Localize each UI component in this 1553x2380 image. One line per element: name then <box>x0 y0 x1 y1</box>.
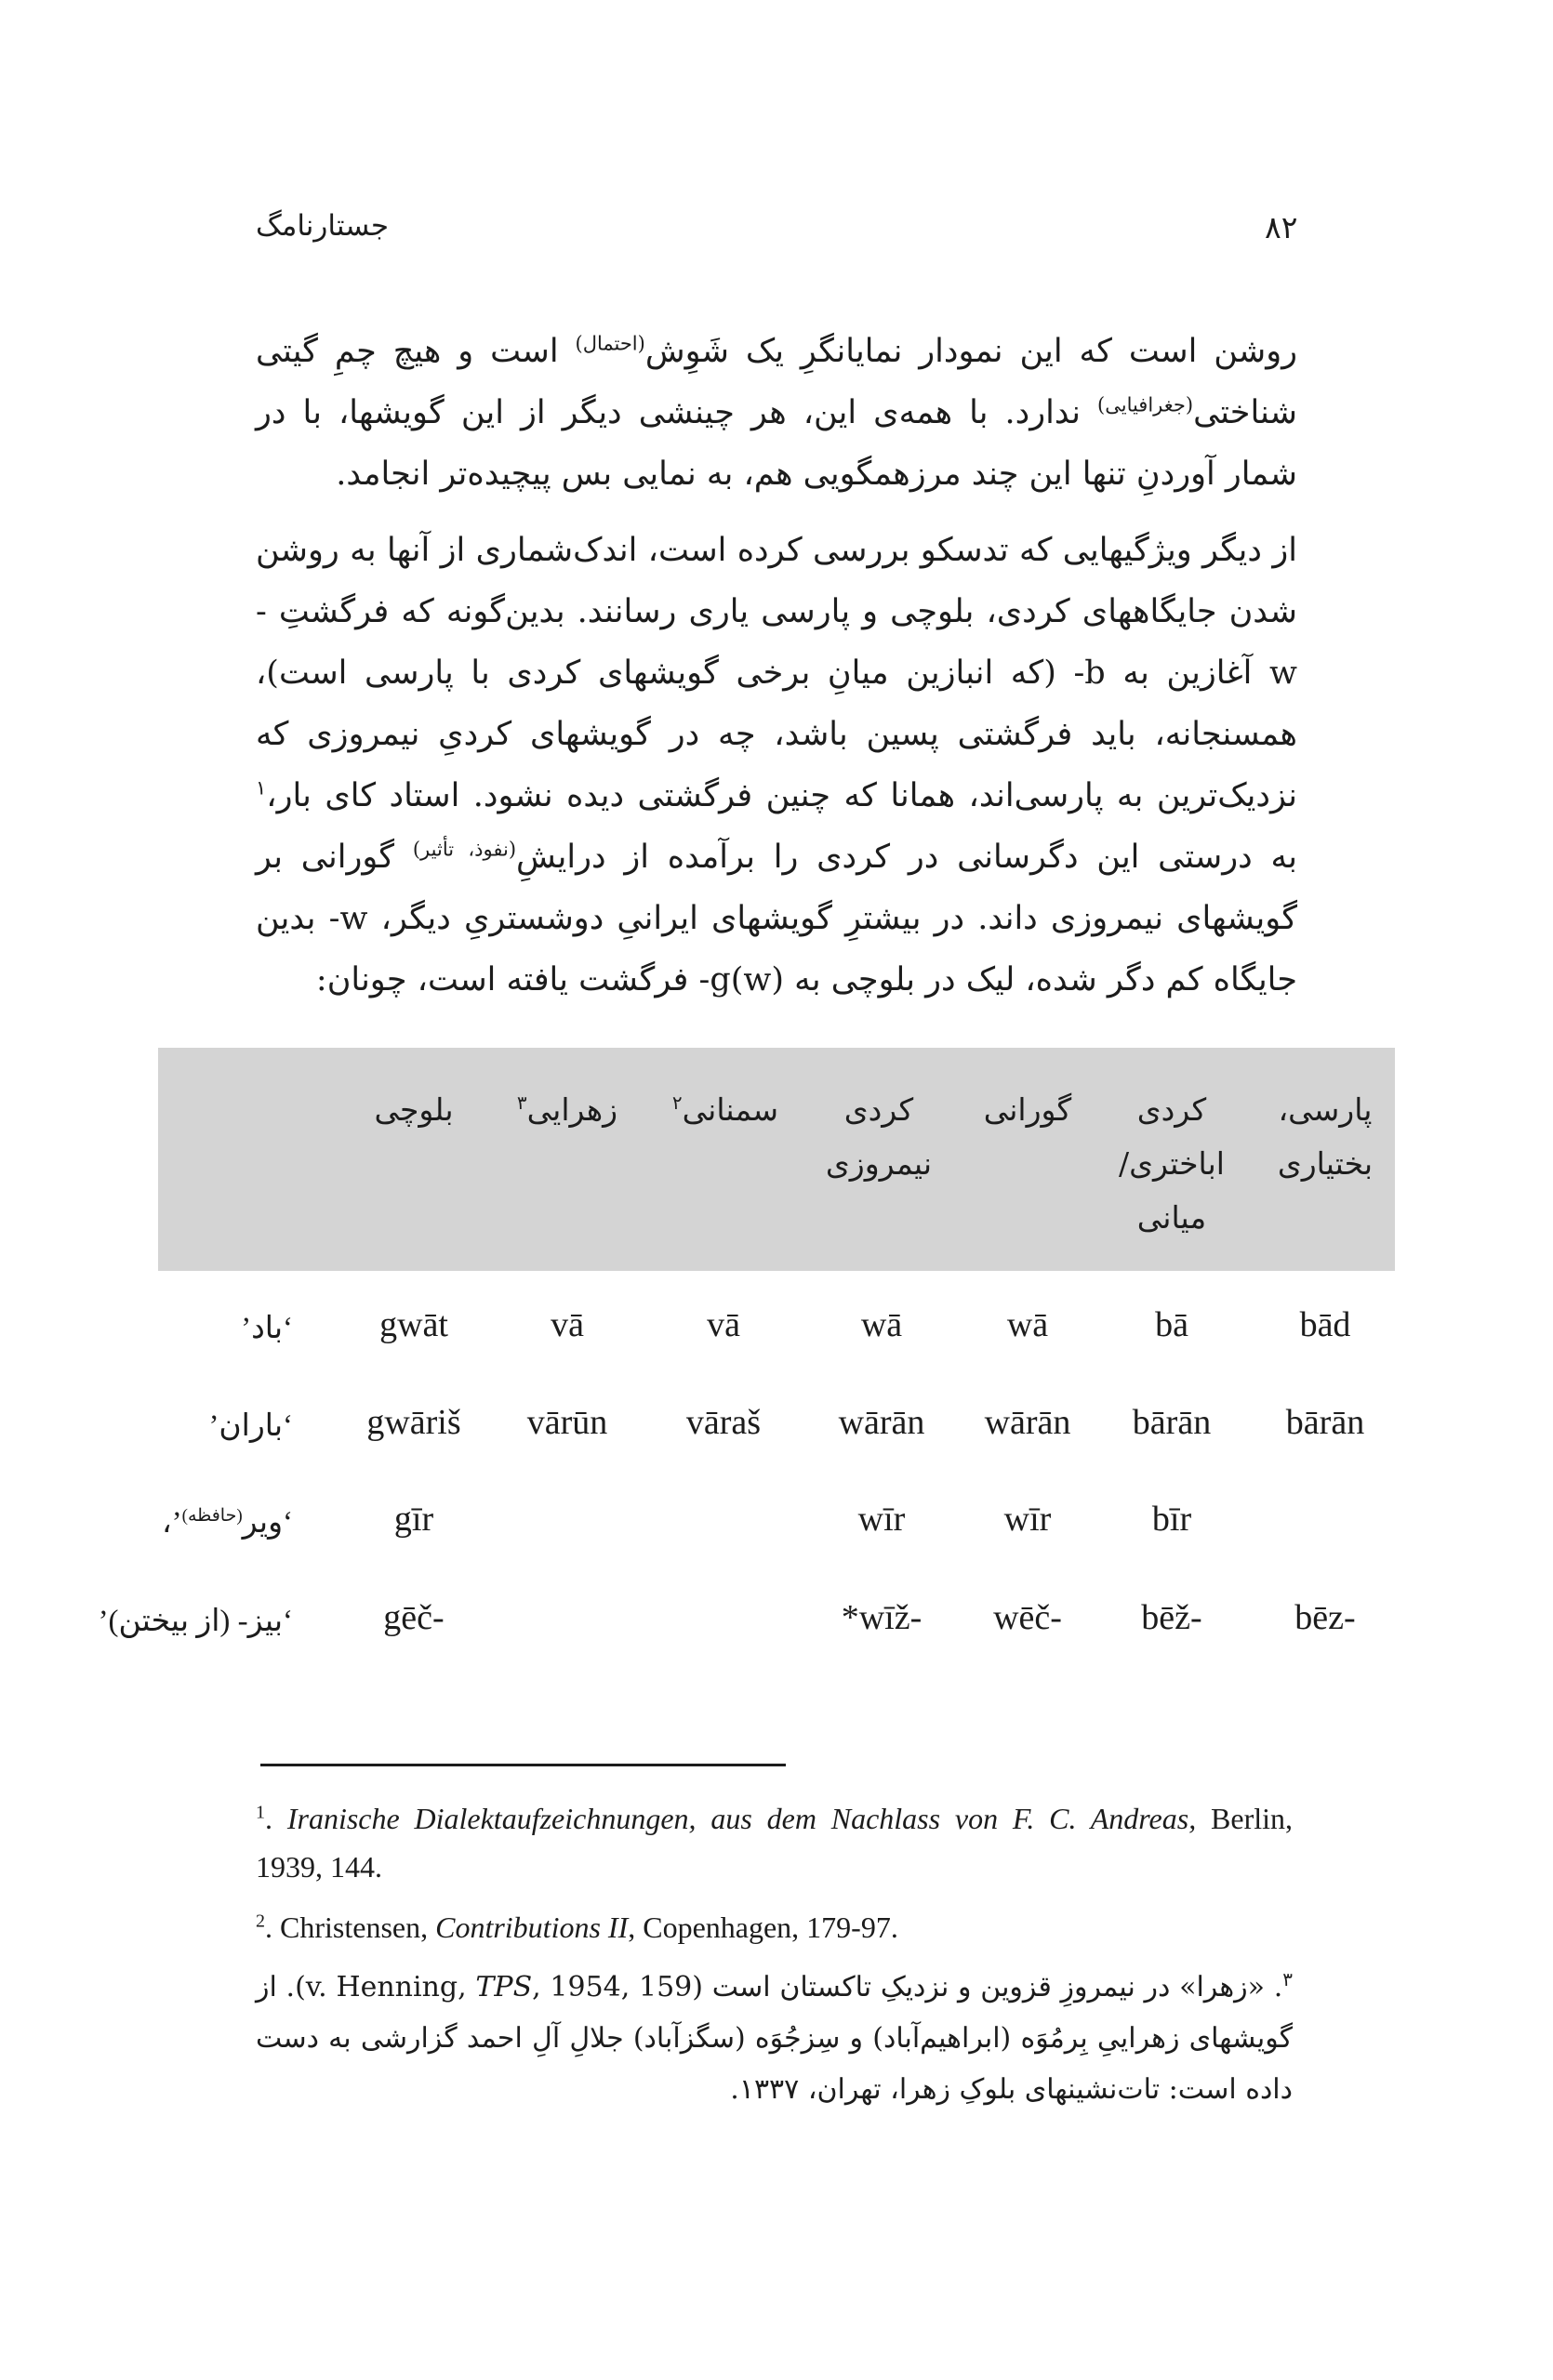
footnote-ref-title: TPS <box>475 1971 533 2003</box>
page-header <box>256 209 1297 256</box>
gloss-superscript: (احتمال) <box>575 332 645 355</box>
footnote-1: $^1$. Iranische Dialektaufzeichnungen, aus dem Nachlass von F. C. Andreas, Berlin, 1939, 144. <box>256 1802 1294 1884</box>
cell-kurdi-south: wīr <box>857 1500 906 1539</box>
footnote-ref-2: ۲ <box>671 1091 683 1114</box>
paragraph-1-text: ندارد. با همه‌ی این، هر چینشی دیگر از این گویشها، با در شمار آوردنِ تنها این چند مرزهمگویی هم، به نمایی بس پیچیده‌تر انجامد. <box>256 394 1297 493</box>
paragraph-1 <box>256 321 1297 505</box>
footnote-author: Christensen, <box>280 1911 436 1944</box>
footnote-mark: 1 <box>256 1802 265 1823</box>
cell-gloss: ‘باد’ <box>241 1312 293 1345</box>
footnote-2: $^2$. Christensen, Contributions II, Copenhagen, 179-97. <box>256 1911 898 1944</box>
paragraph-2 <box>256 520 1297 1011</box>
running-title: جستارنامگ <box>256 209 390 243</box>
header-semnani <box>656 1083 795 1137</box>
footnote-ref-1: ۱ <box>256 776 267 800</box>
cell-kurdi-central: bārān <box>1132 1403 1212 1442</box>
page-number: ۸۲ <box>1265 209 1298 245</box>
footnote-mark: 2 <box>256 1911 265 1932</box>
header-gorani: گورانی <box>983 1091 1072 1128</box>
cell-parsi: bād <box>1299 1305 1351 1344</box>
cell-kurdi-south: wārān <box>838 1403 925 1442</box>
cell-gorani: wā <box>1006 1305 1049 1344</box>
gloss-text: ‘ویر <box>242 1506 293 1540</box>
cell-kurdi-central: bīr <box>1151 1500 1192 1539</box>
cell-parsi: bārān <box>1285 1403 1365 1442</box>
footnote-text: , Copenhagen, 179-97. <box>628 1911 898 1944</box>
footnote-reference <box>295 1971 703 2003</box>
cell-baluchi: gwāriš <box>366 1403 461 1442</box>
header-semnani-label: سمنانی <box>682 1091 779 1128</box>
cell-zahrai: vā <box>551 1305 584 1344</box>
cell-semnani: vāraš <box>685 1403 762 1442</box>
cell-gloss: ‘باران’ <box>208 1409 293 1443</box>
paragraph-2-text: آغازین به <box>1105 654 1270 692</box>
footnote-text: . از گویشهای زهراییِ بِرمُوَه (ابراهیم‌آباد) و سِزجُوَه (سگزآباد) جلالِ آلِ احمد گزارشی به دست داده است: تات‌نشینهای بلوکِ زهرا، تهران، ۱۳۳۷. <box>256 1971 1293 2106</box>
header-baluchi: بلوچی <box>374 1091 454 1128</box>
header-zahrai-label: زهرایی <box>526 1091 618 1128</box>
gloss-superscript: (جغرافیایی) <box>1097 393 1194 416</box>
footnote-title: Contributions II <box>435 1911 629 1944</box>
cell-baluchi: gwāt <box>379 1305 448 1344</box>
body-text <box>256 321 1297 1025</box>
paragraph-2-text: فرگشت یافته است، چونان: <box>315 961 699 998</box>
gloss-superscript: (نفوذ، تأثیر) <box>412 838 517 861</box>
footnote-ref-text: (v. Henning, <box>295 1971 476 2003</box>
footnote-title: Iranische Dialektaufzeichnungen, aus dem Nachlass von F. C. Andreas, <box>286 1802 1197 1835</box>
footnote-rule <box>260 1764 786 1766</box>
cell-baluchi: gēč- <box>383 1598 445 1637</box>
paragraph-2-text: (که انبازین میانِ برخی گویشهای کردی با پارسی است)، همسنجانه، باید فرگشتی پسین باشد، چه در گویشهای کردیِ نیمروزی که نزدیک‌ترین به پارسی‌اند، همانا که چنین فرگشتی دیده نشود. استاد کای بار، <box>256 654 1297 814</box>
cell-parsi: bēz- <box>1294 1598 1356 1637</box>
phoneme-b: -b <box>1073 654 1106 692</box>
gloss-superscript: (حافظه) <box>181 1506 243 1526</box>
cell-kurdi-central: bēž- <box>1141 1598 1202 1637</box>
paragraph-1-text: است و هیچ چمِ گیتی شناختی <box>256 333 1297 431</box>
paragraph-2-text: گورانی بر گویشهای نیمروزی داند. در بیشترِ گویشهای ایرانیِ دوشستریِ دیگر، <box>256 839 1297 937</box>
phoneme-w: -w <box>256 593 1297 692</box>
phoneme-w: -w <box>328 900 368 937</box>
header-kurdi-central: کردی اباختری/ میانی <box>1119 1091 1225 1236</box>
cell-gorani: wārān <box>984 1403 1071 1442</box>
cell-gloss <box>144 1494 293 1552</box>
paragraph-2-text: به درستی این دگرسانی در کردی را برآمده از درایشِ <box>516 839 1297 876</box>
cell-kurdi-central: bā <box>1155 1305 1188 1344</box>
cell-gloss: ‘بیز- (از بیختن)’ <box>98 1605 293 1638</box>
cell-baluchi: gīr <box>393 1500 434 1539</box>
phoneme-gw: -g(w) <box>698 961 784 998</box>
footnote-3 <box>256 1962 1293 2115</box>
cell-gorani: wēč- <box>993 1598 1062 1637</box>
footnote-mark: ۳ <box>1282 1968 1294 1990</box>
footnote-text: . «زهرا» در نیمروزِ قزوین و نزدیکِ تاکستان است <box>702 1971 1283 2003</box>
cell-gorani: wīr <box>1003 1500 1052 1539</box>
header-parsi: پارسی، بختیاری <box>1277 1091 1374 1182</box>
paragraph-1-text: روشن است که این نمودار نمایانگرِ یک شَوِش <box>644 333 1298 370</box>
footnote-ref-3: ۳ <box>516 1091 527 1114</box>
cell-kurdi-south: wā <box>860 1305 903 1344</box>
cell-semnani: vā <box>707 1305 740 1344</box>
footnote-text: Berlin, 1939, 144. <box>256 1802 1294 1884</box>
header-kurdi-south: کردی نیمروزی <box>825 1091 933 1182</box>
paragraph-2-text: از دیگر ویژگیهایی که تدسکو بررسی کرده است، اندک‌شماری از آنها به روشن شدن جایگاههای کردی، بلوچی و پارسی یاری رسانند. بدین‌گونه که فرگشتِ <box>256 532 1297 630</box>
cell-zahrai: vārūn <box>526 1403 608 1442</box>
gloss-text: ’، <box>161 1506 182 1540</box>
cell-kurdi-south: *wīž- <box>841 1598 923 1637</box>
footnote-ref-text: , 1954, 159) <box>532 1971 703 2003</box>
paragraph-2-text: بدین جایگاه کم دگر شده، لیک در بلوچی به <box>256 900 1297 998</box>
header-zahrai <box>498 1083 637 1137</box>
